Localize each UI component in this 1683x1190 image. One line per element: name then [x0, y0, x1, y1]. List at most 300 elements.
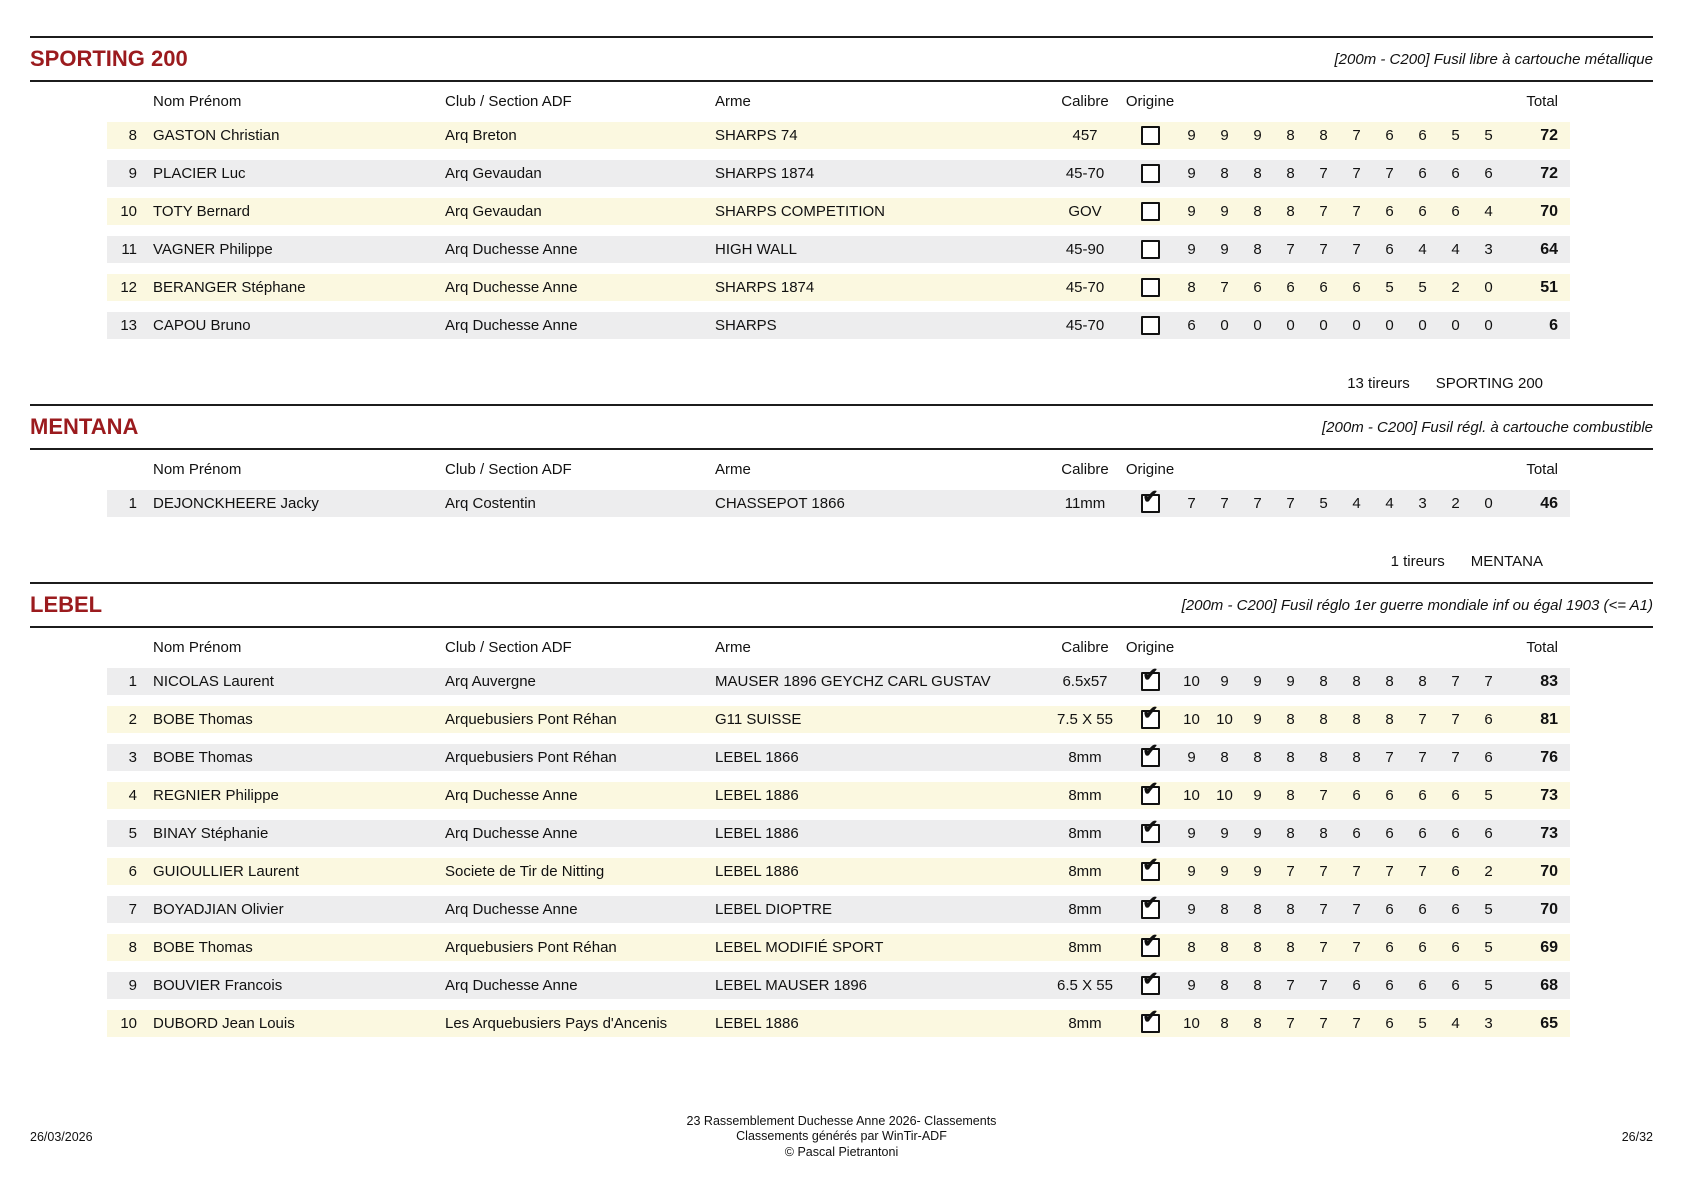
club-cell: Arq Auvergne [445, 673, 536, 690]
total-cell: 64 [1540, 240, 1558, 258]
calibre-cell: 8mm [1068, 863, 1102, 880]
score-value: 0 [1352, 317, 1361, 334]
table-row [107, 312, 1570, 339]
name-cell: GASTON Christian [153, 127, 280, 144]
score-value: 8 [1253, 977, 1262, 994]
score-value: 7 [1385, 749, 1394, 766]
section-header [30, 38, 1653, 80]
score-value: 6 [1352, 825, 1361, 842]
section-summary [30, 375, 1653, 392]
score-value: 8 [1253, 203, 1262, 220]
col-header-arme: Arme [715, 460, 751, 478]
score-value: 6 [1385, 787, 1394, 804]
score-value: 2 [1451, 495, 1460, 512]
check-icon: ✔ [1142, 779, 1159, 800]
calibre-cell: 45-70 [1065, 279, 1105, 296]
score-value: 7 [1220, 495, 1229, 512]
name-cell: BOBE Thomas [153, 749, 253, 766]
score-value: 5 [1484, 787, 1493, 804]
arme-cell: LEBEL 1886 [715, 787, 799, 804]
table-row [107, 1007, 1570, 1037]
score-value: 8 [1253, 901, 1262, 918]
footer-center-block [150, 1114, 1533, 1161]
name-cell: BERANGER Stéphane [153, 279, 306, 296]
divider-line-bottom [30, 448, 1653, 450]
table-row [107, 160, 1570, 187]
score-value: 7 [1319, 165, 1328, 182]
origine-cell [1125, 931, 1175, 957]
origine-cell [1125, 1007, 1175, 1033]
score-value: 7 [1286, 1015, 1295, 1032]
score-value: 10 [1183, 787, 1200, 804]
score-value: 7 [1418, 749, 1427, 766]
score-value: 9 [1187, 165, 1196, 182]
results-table [107, 452, 1570, 517]
col-header-calibre: Calibre [1061, 460, 1109, 478]
score-value: 7 [1352, 203, 1361, 220]
origine-cell [1125, 779, 1175, 805]
total-cell: 72 [1540, 126, 1558, 144]
total-cell: 76 [1540, 748, 1558, 766]
club-cell: Arquebusiers Pont Réhan [445, 939, 617, 956]
score-value: 4 [1484, 203, 1493, 220]
score-value: 7 [1220, 279, 1229, 296]
rank-cell: 1 [128, 673, 137, 690]
footer-generator-line: Classements générés par WinTir-ADF [736, 1129, 947, 1143]
table-row [107, 893, 1570, 923]
score-value: 0 [1484, 495, 1493, 512]
table-header-row [107, 84, 1570, 118]
origine-cell [1125, 893, 1175, 919]
divider-line-bottom [30, 80, 1653, 82]
score-value: 7 [1352, 901, 1361, 918]
arme-cell: LEBEL 1886 [715, 863, 799, 880]
score-value: 0 [1451, 317, 1460, 334]
origine-checkbox [1141, 741, 1160, 767]
score-value: 5 [1418, 279, 1427, 296]
total-cell: 6 [1549, 316, 1558, 334]
section-subtitle: [200m - C200] Fusil libre à cartouche métallique [1334, 50, 1653, 68]
score-value: 4 [1352, 495, 1361, 512]
rank-cell: 1 [128, 495, 137, 512]
footer-date: 26/03/2026 [30, 1129, 93, 1144]
section-header [30, 584, 1653, 626]
rank-cell: 8 [128, 939, 137, 956]
total-cell: 83 [1540, 672, 1558, 690]
total-cell: 46 [1540, 494, 1558, 512]
rank-cell: 11 [121, 241, 137, 258]
calibre-cell: 8mm [1068, 825, 1102, 842]
score-value: 7 [1352, 127, 1361, 144]
check-icon: ✔ [1142, 855, 1159, 876]
score-value: 8 [1286, 901, 1295, 918]
total-cell: 73 [1540, 824, 1558, 842]
score-value: 9 [1253, 711, 1262, 728]
score-value: 0 [1253, 317, 1262, 334]
score-value: 8 [1187, 279, 1196, 296]
score-value: 6 [1319, 279, 1328, 296]
col-header-club: Club / Section ADF [445, 638, 572, 656]
score-value: 7 [1319, 787, 1328, 804]
table-body [107, 665, 1570, 1037]
divider-line-bottom [30, 626, 1653, 628]
classification-section [30, 404, 1653, 570]
score-value: 9 [1187, 901, 1196, 918]
table-row [107, 198, 1570, 225]
score-value: 6 [1385, 1015, 1394, 1032]
score-value: 8 [1352, 711, 1361, 728]
score-value: 0 [1385, 317, 1394, 334]
score-value: 8 [1253, 241, 1262, 258]
table-row [107, 817, 1570, 847]
score-value: 10 [1216, 711, 1233, 728]
table-row [107, 487, 1570, 517]
score-value: 6 [1253, 279, 1262, 296]
score-value: 8 [1286, 825, 1295, 842]
rank-cell: 3 [128, 749, 137, 766]
score-value: 8 [1286, 939, 1295, 956]
section-subtitle: [200m - C200] Fusil réglo 1er guerre mondiale inf ou égal 1903 (<= A1) [1181, 596, 1653, 614]
score-value: 6 [1385, 127, 1394, 144]
col-header-total: Total [1526, 92, 1558, 110]
check-icon: ✔ [1142, 969, 1159, 990]
origine-cell [1125, 703, 1175, 729]
club-cell: Societe de Tir de Nitting [445, 863, 605, 880]
origine-checkbox [1141, 316, 1160, 335]
score-value: 8 [1220, 977, 1229, 994]
score-value: 9 [1187, 825, 1196, 842]
arme-cell: LEBEL DIOPTRE [715, 901, 832, 918]
score-value: 8 [1253, 939, 1262, 956]
total-cell: 73 [1540, 786, 1558, 804]
score-value: 6 [1484, 165, 1493, 182]
col-header-calibre: Calibre [1061, 92, 1109, 110]
calibre-cell: 8mm [1068, 1015, 1102, 1032]
score-value: 6 [1385, 977, 1394, 994]
scores-cells [1175, 673, 1505, 690]
origine-checkbox [1141, 779, 1160, 805]
origine-checkbox [1141, 1007, 1160, 1033]
arme-cell: LEBEL 1866 [715, 749, 799, 766]
total-cell: 81 [1540, 710, 1558, 728]
arme-cell: SHARPS COMPETITION [715, 203, 886, 220]
origine-cell [1125, 487, 1175, 513]
arme-cell: SHARPS 74 [715, 127, 798, 144]
score-value: 9 [1187, 977, 1196, 994]
score-value: 9 [1220, 825, 1229, 842]
summary-shooter-count: 1 tireurs [1390, 553, 1445, 570]
score-value: 2 [1484, 863, 1493, 880]
score-value: 6 [1385, 241, 1394, 258]
club-cell: Arquebusiers Pont Réhan [445, 749, 617, 766]
origine-checkbox [1141, 240, 1160, 259]
score-value: 10 [1183, 711, 1200, 728]
scores-cells [1175, 165, 1505, 182]
score-value: 7 [1187, 495, 1196, 512]
score-value: 9 [1253, 863, 1262, 880]
origine-cell [1125, 741, 1175, 767]
origine-checkbox [1141, 969, 1160, 995]
score-value: 7 [1418, 711, 1427, 728]
score-value: 7 [1286, 977, 1295, 994]
score-value: 7 [1352, 241, 1361, 258]
rank-cell: 4 [128, 787, 137, 804]
origine-cell [1125, 316, 1175, 335]
name-cell: DUBORD Jean Louis [153, 1015, 295, 1032]
check-icon: ✔ [1142, 893, 1159, 914]
scores-cells [1175, 1015, 1505, 1032]
check-icon: ✔ [1142, 741, 1159, 762]
score-value: 6 [1418, 203, 1427, 220]
score-value: 5 [1319, 495, 1328, 512]
origine-cell [1125, 855, 1175, 881]
name-cell: CAPOU Bruno [153, 317, 251, 334]
summary-discipline-name: MENTANA [1470, 553, 1543, 570]
name-cell: BOBE Thomas [153, 939, 253, 956]
calibre-cell: 6.5x57 [1062, 673, 1108, 690]
score-value: 7 [1385, 165, 1394, 182]
calibre-cell: GOV [1068, 203, 1102, 220]
score-value: 7 [1319, 241, 1328, 258]
score-value: 7 [1352, 863, 1361, 880]
origine-cell [1125, 969, 1175, 995]
score-value: 8 [1286, 711, 1295, 728]
section-subtitle: [200m - C200] Fusil régl. à cartouche combustible [1322, 418, 1653, 436]
table-row [107, 741, 1570, 771]
table-row [107, 665, 1570, 695]
score-value: 6 [1352, 977, 1361, 994]
classification-section [30, 582, 1653, 1037]
score-value: 9 [1220, 673, 1229, 690]
check-icon: ✔ [1142, 817, 1159, 838]
calibre-cell: 45-90 [1065, 241, 1105, 258]
check-icon: ✔ [1142, 665, 1159, 686]
score-value: 8 [1286, 787, 1295, 804]
score-value: 8 [1286, 203, 1295, 220]
summary-discipline-name: SPORTING 200 [1435, 375, 1543, 392]
check-icon: ✔ [1142, 931, 1159, 952]
score-value: 8 [1220, 165, 1229, 182]
table-row [107, 855, 1570, 885]
score-value: 8 [1319, 711, 1328, 728]
score-value: 8 [1319, 825, 1328, 842]
footer-title-line: 23 Rassemblement Duchesse Anne 2026- Classements [686, 1113, 997, 1128]
score-value: 7 [1253, 495, 1262, 512]
club-cell: Arq Gevaudan [445, 165, 542, 182]
score-value: 8 [1220, 939, 1229, 956]
score-value: 0 [1286, 317, 1295, 334]
rank-cell: 12 [120, 279, 137, 296]
score-value: 7 [1319, 901, 1328, 918]
col-header-name: Nom Prénom [153, 638, 242, 656]
total-cell: 68 [1540, 976, 1558, 994]
score-value: 7 [1319, 203, 1328, 220]
scores-cells [1175, 749, 1505, 766]
score-value: 9 [1187, 203, 1196, 220]
origine-checkbox [1141, 703, 1160, 729]
score-value: 3 [1484, 241, 1493, 258]
col-header-club: Club / Section ADF [445, 92, 572, 110]
score-value: 7 [1451, 711, 1460, 728]
rank-cell: 13 [120, 317, 137, 334]
rank-cell: 10 [120, 1015, 137, 1032]
calibre-cell: 8mm [1068, 901, 1102, 918]
col-header-total: Total [1526, 460, 1558, 478]
score-value: 6 [1385, 203, 1394, 220]
arme-cell: SHARPS 1874 [715, 165, 815, 182]
scores-cells [1175, 939, 1505, 956]
score-value: 5 [1484, 977, 1493, 994]
origine-checkbox [1141, 931, 1160, 957]
score-value: 9 [1253, 825, 1262, 842]
name-cell: GUIOULLIER Laurent [153, 863, 299, 880]
name-cell: BOYADJIAN Olivier [153, 901, 284, 918]
club-cell: Arq Duchesse Anne [445, 317, 578, 334]
results-table [107, 84, 1570, 339]
origine-cell [1125, 164, 1175, 183]
table-row [107, 779, 1570, 809]
score-value: 6 [1451, 203, 1460, 220]
score-value: 8 [1286, 165, 1295, 182]
section-title: MENTANA [30, 414, 139, 439]
club-cell: Arq Duchesse Anne [445, 977, 578, 994]
score-value: 6 [1385, 901, 1394, 918]
score-value: 8 [1220, 1015, 1229, 1032]
score-value: 6 [1451, 165, 1460, 182]
rank-cell: 9 [128, 977, 137, 994]
arme-cell: CHASSEPOT 1866 [715, 495, 845, 512]
score-value: 7 [1319, 863, 1328, 880]
scores-cells [1175, 495, 1505, 512]
score-value: 6 [1418, 787, 1427, 804]
calibre-cell: 6.5 X 55 [1057, 977, 1113, 994]
table-body [107, 122, 1570, 339]
table-row [107, 969, 1570, 999]
score-value: 5 [1418, 1015, 1427, 1032]
score-value: 9 [1253, 673, 1262, 690]
scores-cells [1175, 711, 1505, 728]
score-value: 8 [1187, 939, 1196, 956]
section-title: LEBEL [30, 592, 103, 617]
origine-cell [1125, 278, 1175, 297]
name-cell: TOTY Bernard [153, 203, 250, 220]
score-value: 5 [1451, 127, 1460, 144]
score-value: 0 [1484, 317, 1493, 334]
scores-cells [1175, 825, 1505, 842]
score-value: 8 [1286, 127, 1295, 144]
score-value: 8 [1319, 127, 1328, 144]
origine-cell [1125, 665, 1175, 691]
score-value: 8 [1220, 901, 1229, 918]
score-value: 6 [1451, 863, 1460, 880]
origine-checkbox [1141, 202, 1160, 221]
score-value: 7 [1484, 673, 1493, 690]
score-value: 0 [1484, 279, 1493, 296]
score-value: 2 [1451, 279, 1460, 296]
page-footer [30, 1114, 1653, 1161]
calibre-cell: 8mm [1068, 787, 1102, 804]
score-value: 6 [1418, 165, 1427, 182]
table-row [107, 236, 1570, 263]
footer-copyright-line: © Pascal Pietrantoni [784, 1144, 899, 1159]
score-value: 3 [1418, 495, 1427, 512]
origine-checkbox [1141, 487, 1160, 513]
arme-cell: LEBEL MODIFIÉ SPORT [715, 939, 884, 956]
score-value: 4 [1385, 495, 1394, 512]
score-value: 7 [1286, 241, 1295, 258]
total-cell: 70 [1540, 862, 1558, 880]
score-value: 9 [1220, 203, 1229, 220]
origine-cell [1125, 240, 1175, 259]
score-value: 10 [1216, 787, 1233, 804]
score-value: 9 [1253, 127, 1262, 144]
rank-cell: 6 [128, 863, 137, 880]
check-icon: ✔ [1142, 1007, 1159, 1028]
origine-checkbox [1141, 278, 1160, 297]
arme-cell: SHARPS [715, 317, 777, 334]
total-cell: 72 [1540, 164, 1558, 182]
score-value: 5 [1484, 901, 1493, 918]
score-value: 7 [1418, 863, 1427, 880]
table-row [107, 931, 1570, 961]
classification-section [30, 36, 1653, 392]
table-body [107, 487, 1570, 517]
rank-cell: 10 [120, 203, 137, 220]
name-cell: VAGNER Philippe [153, 241, 273, 258]
scores-cells [1175, 863, 1505, 880]
score-value: 9 [1286, 673, 1295, 690]
scores-cells [1175, 203, 1505, 220]
club-cell: Arq Duchesse Anne [445, 241, 578, 258]
score-value: 4 [1451, 1015, 1460, 1032]
score-value: 6 [1484, 825, 1493, 842]
score-value: 7 [1352, 1015, 1361, 1032]
score-value: 9 [1187, 749, 1196, 766]
score-value: 9 [1253, 787, 1262, 804]
score-value: 9 [1187, 241, 1196, 258]
score-value: 8 [1253, 749, 1262, 766]
scores-cells [1175, 787, 1505, 804]
score-value: 0 [1220, 317, 1229, 334]
name-cell: NICOLAS Laurent [153, 673, 274, 690]
score-value: 6 [1484, 749, 1493, 766]
table-header-row [107, 452, 1570, 486]
scores-cells [1175, 901, 1505, 918]
score-value: 6 [1484, 711, 1493, 728]
score-value: 6 [1385, 825, 1394, 842]
club-cell: Arq Duchesse Anne [445, 825, 578, 842]
club-cell: Arq Duchesse Anne [445, 279, 578, 296]
arme-cell: SHARPS 1874 [715, 279, 815, 296]
calibre-cell: 7.5 X 55 [1057, 711, 1113, 728]
footer-page-number: 26/32 [1621, 1129, 1653, 1144]
origine-checkbox [1141, 855, 1160, 881]
origine-cell [1125, 202, 1175, 221]
score-value: 7 [1319, 977, 1328, 994]
score-value: 6 [1418, 901, 1427, 918]
score-value: 4 [1418, 241, 1427, 258]
table-row [107, 122, 1570, 149]
score-value: 6 [1451, 901, 1460, 918]
score-value: 7 [1286, 863, 1295, 880]
score-value: 6 [1286, 279, 1295, 296]
score-value: 6 [1418, 127, 1427, 144]
arme-cell: LEBEL 1886 [715, 825, 799, 842]
score-value: 8 [1253, 165, 1262, 182]
score-value: 9 [1187, 863, 1196, 880]
club-cell: Arq Duchesse Anne [445, 787, 578, 804]
origine-checkbox [1141, 817, 1160, 843]
